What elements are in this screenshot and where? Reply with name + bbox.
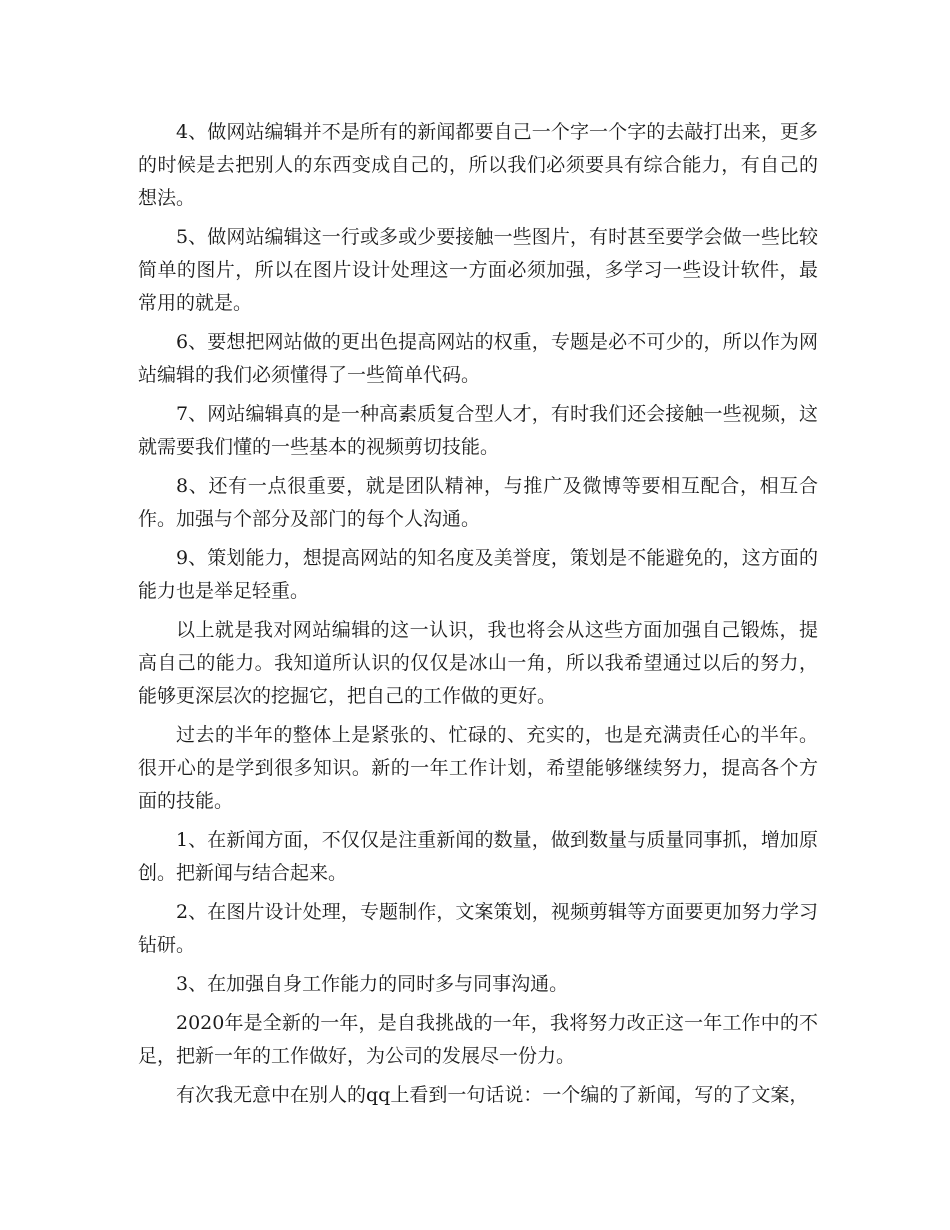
paragraph-item-5: 5、做网站编辑这一行或多或少要接触一些图片，有时甚至要学会做一些比较简单的图片，所以在图片设计处理这一方面必须加强，多学习一些设计软件，最常用的就是。 [138, 226, 818, 314]
paragraph-closing-quote: 有次我无意中在别人的qq上看到一句话说：一个编的了新闻，写的了文案， [176, 1084, 809, 1106]
paragraph-item-7: 7、网站编辑真的是一种高素质复合型人才，有时我们还会接触一些视频，这就需要我们懂的一些基本的视频剪切技能。 [138, 403, 818, 458]
paragraph-plan-1: 1、在新闻方面，不仅仅是注重新闻的数量，做到数量与质量同事抓，增加原创。把新闻与结合起来。 [138, 829, 818, 884]
paragraph-item-8: 8、还有一点很重要，就是团队精神，与推广及微博等要相互配合，相互合作。加强与个部分及部门的每个人沟通。 [138, 475, 818, 530]
paragraph-item-6: 6、要想把网站做的更出色提高网站的权重，专题是必不可少的，所以作为网站编辑的我们必须懂得了一些简单代码。 [138, 331, 818, 386]
paragraph-half-year-review: 过去的半年的整体上是紧张的、忙碌的、充实的，也是充满责任心的半年。很开心的是学到很多知识。新的一年工作计划，希望能够继续努力，提高各个方面的技能。 [138, 724, 818, 812]
document-body [138, 116, 818, 1118]
paragraph-summary: 以上就是我对网站编辑的这一认识，我也将会从这些方面加强自己锻炼，提高自己的能力。我知道所认识的仅仅是冰山一角，所以我希望通过以后的努力，能够更深层次的挖掘它，把自己的工作做的更好。 [138, 619, 818, 707]
paragraph-item-4: 4、做网站编辑并不是所有的新闻都要自己一个字一个字的去敲打出来，更多的时候是去把别人的东西变成自己的，所以我们必须要具有综合能力，有自己的想法。 [138, 121, 818, 209]
paragraph-plan-2: 2、在图片设计处理，专题制作，文案策划，视频剪辑等方面要更加努力学习钻研。 [138, 901, 818, 956]
paragraph-new-year: 2020年是全新的一年，是自我挑战的一年，我将努力改正这一年工作中的不足，把新一年的工作做好，为公司的发展尽一份力。 [138, 1012, 818, 1067]
paragraph-plan-3: 3、在加强自身工作能力的同时多与同事沟通。 [176, 973, 569, 995]
paragraph-item-9: 9、策划能力，想提高网站的知名度及美誉度，策划是不能避免的，这方面的能力也是举足轻重。 [138, 547, 818, 602]
